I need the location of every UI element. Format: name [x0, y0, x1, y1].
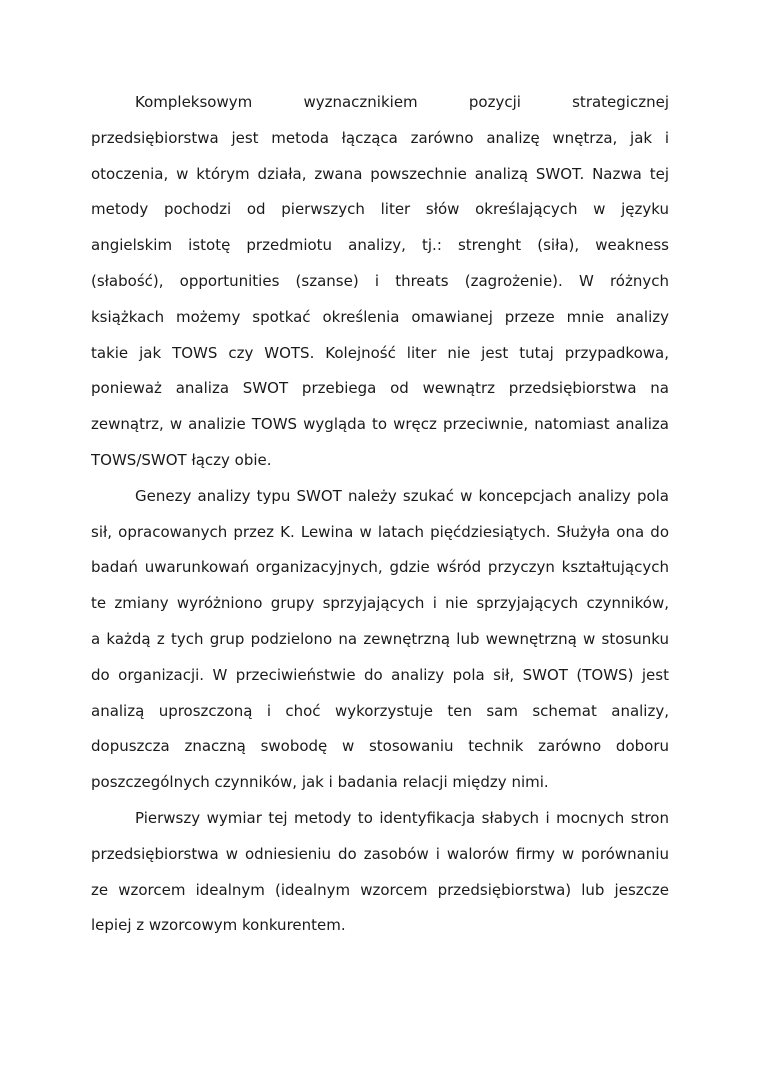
paragraph-line: te zmiany wyróżniono grupy sprzyjających i nie sprzyjających czynników,	[91, 594, 669, 613]
paragraph-line: sił, opracowanych przez K. Lewina w latach pięćdziesiątych. Służyła ona do	[91, 522, 669, 541]
paragraph-line: metody pochodzi od pierwszych liter słów określających w języku	[91, 200, 669, 219]
paragraph-line: książkach możemy spotkać określenia omawianej przeze mnie analizy	[91, 307, 669, 326]
paragraph-line: lepiej z wzorcowym konkurentem.	[91, 916, 346, 935]
paragraph-line: (słabość), opportunities (szanse) i threats (zagrożenie). W różnych	[91, 271, 669, 290]
paragraph-line: przedsiębiorstwa w odniesieniu do zasobów i walorów firmy w porównaniu	[91, 844, 669, 863]
paragraph-line: a każdą z tych grup podzielono na zewnętrzną lub wewnętrzną w stosunku	[91, 629, 669, 648]
paragraph-line: takie jak TOWS czy WOTS. Kolejność liter nie jest tutaj przypadkowa,	[91, 343, 669, 362]
paragraph-line: ponieważ analiza SWOT przebiega od wewnątrz przedsiębiorstwa na	[91, 379, 669, 398]
paragraph-line: Pierwszy wymiar tej metody to identyfikacja słabych i mocnych stron	[135, 808, 669, 827]
paragraph-line: zewnątrz, w analizie TOWS wygląda to wręcz przeciwnie, natomiast analiza	[91, 415, 669, 434]
paragraph-line: dopuszcza znaczną swobodę w stosowaniu technik zarówno doboru	[91, 737, 669, 756]
paragraph-3	[91, 801, 669, 944]
document-body	[91, 85, 669, 944]
paragraph-1	[91, 85, 669, 479]
paragraph-line: Genezy analizy typu SWOT należy szukać w koncepcjach analizy pola	[135, 486, 669, 505]
paragraph-2	[91, 479, 669, 801]
paragraph-line: TOWS/SWOT łączy obie.	[91, 450, 272, 469]
paragraph-line: Kompleksowym wyznacznikiem pozycji strategicznej	[135, 93, 669, 111]
paragraph-line: ze wzorcem idealnym (idealnym wzorcem przedsiębiorstwa) lub jeszcze	[91, 880, 669, 899]
paragraph-line: analizą uproszczoną i choć wykorzystuje ten sam schemat analizy,	[91, 701, 669, 720]
paragraph-line: poszczególnych czynników, jak i badania relacji między nimi.	[91, 773, 549, 792]
paragraph-line: badań uwarunkowań organizacyjnych, gdzie wśród przyczyn kształtujących	[91, 558, 669, 577]
paragraph-line: otoczenia, w którym działa, zwana powszechnie analizą SWOT. Nazwa tej	[91, 164, 669, 183]
paragraph-line: przedsiębiorstwa jest metoda łącząca zarówno analizę wnętrza, jak i	[91, 128, 669, 147]
paragraph-line: angielskim istotę przedmiotu analizy, tj.: strenght (siła), weakness	[91, 236, 669, 255]
paragraph-line: do organizacji. W przeciwieństwie do analizy pola sił, SWOT (TOWS) jest	[91, 665, 669, 684]
